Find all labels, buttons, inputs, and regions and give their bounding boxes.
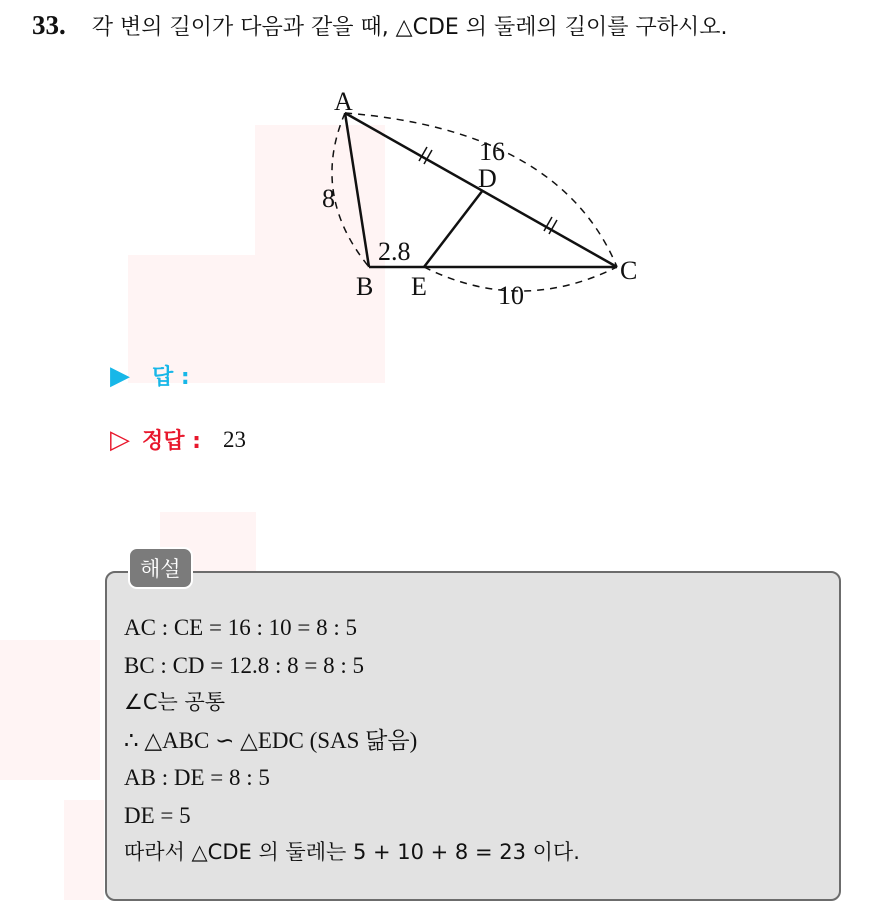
triangle-figure <box>300 80 660 310</box>
solution-line: ∴ △ABC ∽ △EDC (SAS 닮음) <box>124 727 418 753</box>
length-label-ec: 10 <box>498 281 524 310</box>
segment-de <box>424 190 483 267</box>
length-label-ac: 16 <box>479 137 505 166</box>
vertex-label-c: C <box>620 256 638 285</box>
side-ab <box>345 113 369 267</box>
question-text: 각 변의 길이가 다음과 같을 때, △CDE 의 둘레의 길이를 구하시오. <box>91 15 728 40</box>
question-number: 33. <box>32 10 66 40</box>
correct-answer-row <box>110 424 246 455</box>
vertex-label-d: D <box>478 164 497 193</box>
answer-label: 답 : <box>152 365 190 390</box>
solution-lines <box>124 609 580 872</box>
solution-line: ∠C는 공통 <box>124 690 226 714</box>
solution-line: BC : CD = 12.8 : 8 = 8 : 5 <box>124 652 364 678</box>
filled-triangle-icon: ▶ <box>110 360 130 391</box>
correct-answer-label: 정답 : <box>142 429 201 454</box>
vertex-label-b: B <box>356 272 374 301</box>
correct-answer-value: 23 <box>222 426 246 452</box>
question-row <box>32 10 872 41</box>
vertex-label-e: E <box>411 272 427 301</box>
solution-line: AB : DE = 8 : 5 <box>124 765 270 790</box>
solution-line: 따라서 △CDE 의 둘레는 5 + 10 + 8 = 23 이다. <box>124 840 580 864</box>
answer-row <box>110 360 190 391</box>
arc-ab <box>332 113 369 267</box>
solution-tag: 해설 <box>128 547 193 589</box>
length-label-ab: 8 <box>322 184 335 213</box>
watermark-block <box>64 800 104 900</box>
vertex-label-a: A <box>334 87 353 116</box>
outline-triangle-icon: ▷ <box>110 424 130 455</box>
solution-line: DE = 5 <box>124 802 191 828</box>
length-label-be: 2.8 <box>378 237 411 266</box>
watermark-block <box>0 640 100 780</box>
solution-line: AC : CE = 16 : 10 = 8 : 5 <box>124 615 357 640</box>
